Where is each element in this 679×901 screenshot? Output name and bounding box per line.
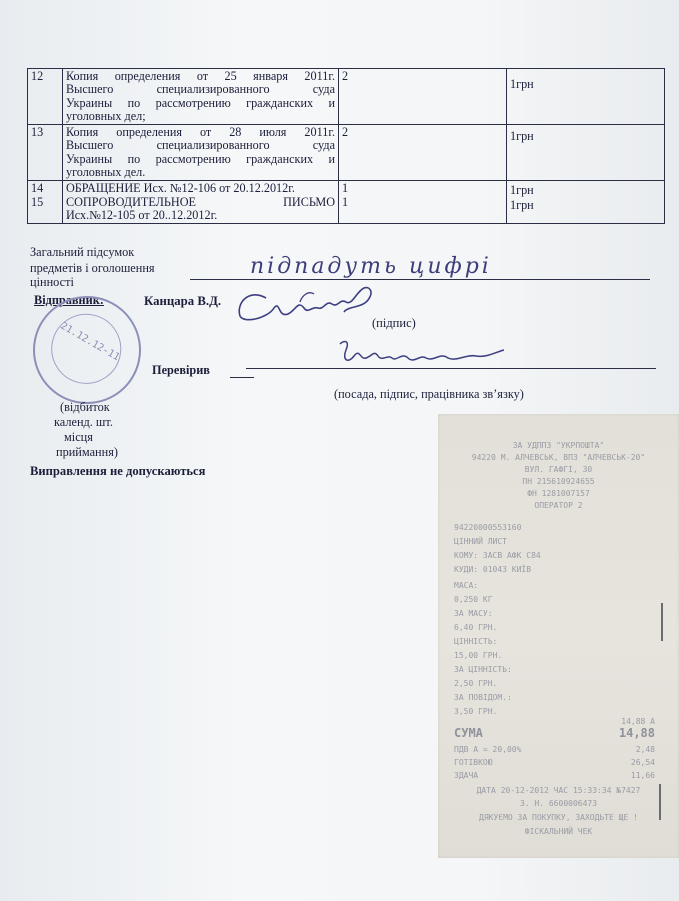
receipt-line: 15,00 ГРН.	[454, 651, 503, 660]
stamp-inner-ring	[45, 307, 128, 390]
receipt-line-value: 2,48	[635, 745, 655, 754]
row-quantity: 2	[339, 125, 507, 181]
description-line: уголовных дел;	[66, 108, 146, 123]
receipt-header-line: ОПЕРАТОР 2	[534, 501, 583, 510]
description-line: уголовных дел.	[66, 165, 146, 180]
checker-label: Перевірив	[152, 363, 210, 377]
table-row	[28, 69, 665, 125]
stamp-caption-3: місця	[64, 430, 93, 444]
sender-signature	[228, 278, 388, 330]
receipt-serial: З. Н. 6600006473	[519, 799, 598, 808]
receipt-line-label: ПДВ А = 20,00%	[454, 745, 522, 754]
description-line: ОБРАЩЕНИЕ Исх. №12-106 от 20.12.2012г.	[66, 181, 295, 196]
row-description	[63, 181, 339, 224]
receipt-header-line: ПН 215610924655	[522, 477, 595, 486]
receipt-line: КОМУ: ЗАСВ АФК С84	[454, 551, 541, 560]
sender-name: Канцара В.Д.	[144, 294, 222, 308]
receipt-line-label: ГОТІВКОЮ	[454, 758, 493, 767]
receipt-thanks: ДЯКУЄМО ЗА ПОКУПКУ, ЗАХОДЬТЕ ЩЕ !	[479, 813, 638, 822]
stamp-caption-4: приймання)	[56, 445, 118, 459]
quantity-15: 1	[342, 194, 349, 209]
receipt-total-value: 14,88	[618, 726, 655, 740]
summary-label-1: Загальний підсумок	[30, 245, 135, 259]
receipt-header-line: ВУЛ. ГАФГІ, 30	[524, 465, 593, 474]
stamp-caption-1: (відбиток	[60, 400, 110, 414]
row-number: 12	[28, 69, 63, 125]
row-value	[507, 125, 665, 181]
row-number-14: 14	[31, 181, 44, 196]
receipt-line: 6,40 ГРН.	[454, 623, 498, 632]
summary-handwriting: пiдпадуть цифрi	[250, 254, 492, 279]
sender-label: Відправник:	[34, 293, 104, 307]
scan-mark	[661, 603, 663, 641]
receipt-line: 3,50 ГРН.	[454, 707, 498, 716]
checker-line-short	[230, 377, 254, 378]
receipt-line: ЗА ЦІННІСТЬ:	[454, 665, 512, 674]
receipt-header-line: 94220 М. АЛЧЕВСЬК, ВПЗ "АЛЧЕВСЬК-20"	[471, 453, 646, 462]
receipt-line: 2,50 ГРН.	[454, 679, 498, 688]
footer-note: Виправлення не допускаються	[30, 464, 206, 478]
receipt-line: ЗА МАСУ:	[454, 609, 493, 618]
description-line: Исх.№12-105 от 20..12.2012г.	[66, 207, 218, 222]
receipt-line: 94220000553160	[454, 523, 522, 532]
row-quantity	[339, 181, 507, 224]
description-line: Копия определения от 25 января 2011г.	[66, 69, 335, 83]
receipt-line: ЦІННІСТЬ:	[454, 637, 498, 646]
receipt-line: ЗА ПОВІДОМ.:	[454, 693, 512, 702]
receipt-header-line: ФН 1281007157	[527, 489, 590, 498]
row-number	[28, 181, 63, 224]
summary-label-3: цінності	[30, 275, 74, 289]
description-line: Высшего специализированного суда	[66, 82, 335, 97]
row-number: 13	[28, 125, 63, 181]
row-value	[507, 181, 665, 224]
description-line: Украины по рассмотрению гражданских и	[66, 151, 335, 166]
description-line: Копия определения от 28 июля 2011г.	[66, 125, 335, 140]
receipt-date-line: ДАТА 20-12-2012 ЧАС 15:33:34 №7427	[476, 786, 641, 795]
row-quantity: 2	[339, 69, 507, 125]
receipt-fiscal: ФІСКАЛЬНИЙ ЧЕК	[524, 827, 593, 836]
signature-caption: (підпис)	[372, 316, 416, 330]
items-table	[27, 68, 665, 224]
receipt-line: 0,250 КГ	[454, 595, 493, 604]
row-description	[63, 69, 339, 125]
row-description	[63, 125, 339, 181]
fiscal-receipt	[438, 414, 679, 858]
receipt-line-value: 11,66	[630, 771, 655, 780]
receipt-line-value: 26,54	[630, 758, 655, 767]
receipt-line: КУДИ: 01043 КИЇВ	[454, 565, 532, 574]
receipt-header-line: ЗА УДППЗ "УКРПОШТА"	[512, 441, 605, 450]
stamp-caption-2: календ. шт.	[54, 415, 113, 429]
stamp-date: 21.12.12-11	[58, 320, 122, 364]
row-number-15: 15	[31, 194, 44, 209]
table-row	[28, 125, 665, 181]
row-value	[507, 69, 665, 125]
value-text: 1грн	[510, 77, 534, 91]
scan-mark	[659, 784, 661, 820]
checker-signature	[330, 336, 510, 372]
quantity-14: 1	[342, 181, 349, 196]
value-14: 1грн	[510, 183, 534, 198]
receipt-subtotal: 14,88 А	[621, 717, 655, 726]
value-text: 1грн	[510, 129, 534, 144]
checker-caption: (посада, підпис, працівника зв’язку)	[334, 387, 524, 401]
receipt-line: МАСА:	[454, 581, 479, 590]
table-row	[28, 181, 665, 224]
description-line: СОПРОВОДИТЕЛЬНОЕ ПИСЬМО	[66, 194, 335, 209]
receipt-line: ЦІННИЙ ЛИСТ	[454, 537, 507, 546]
description-line: Украины по рассмотрению гражданских и	[66, 95, 335, 110]
summary-label-2: предметів і оголошення	[30, 261, 155, 275]
receipt-line-label: ЗДАЧА	[454, 771, 479, 780]
receipt-total-label: СУМА	[454, 726, 483, 740]
value-15: 1грн	[510, 198, 534, 213]
description-line: Высшего специализированного суда	[66, 138, 335, 153]
